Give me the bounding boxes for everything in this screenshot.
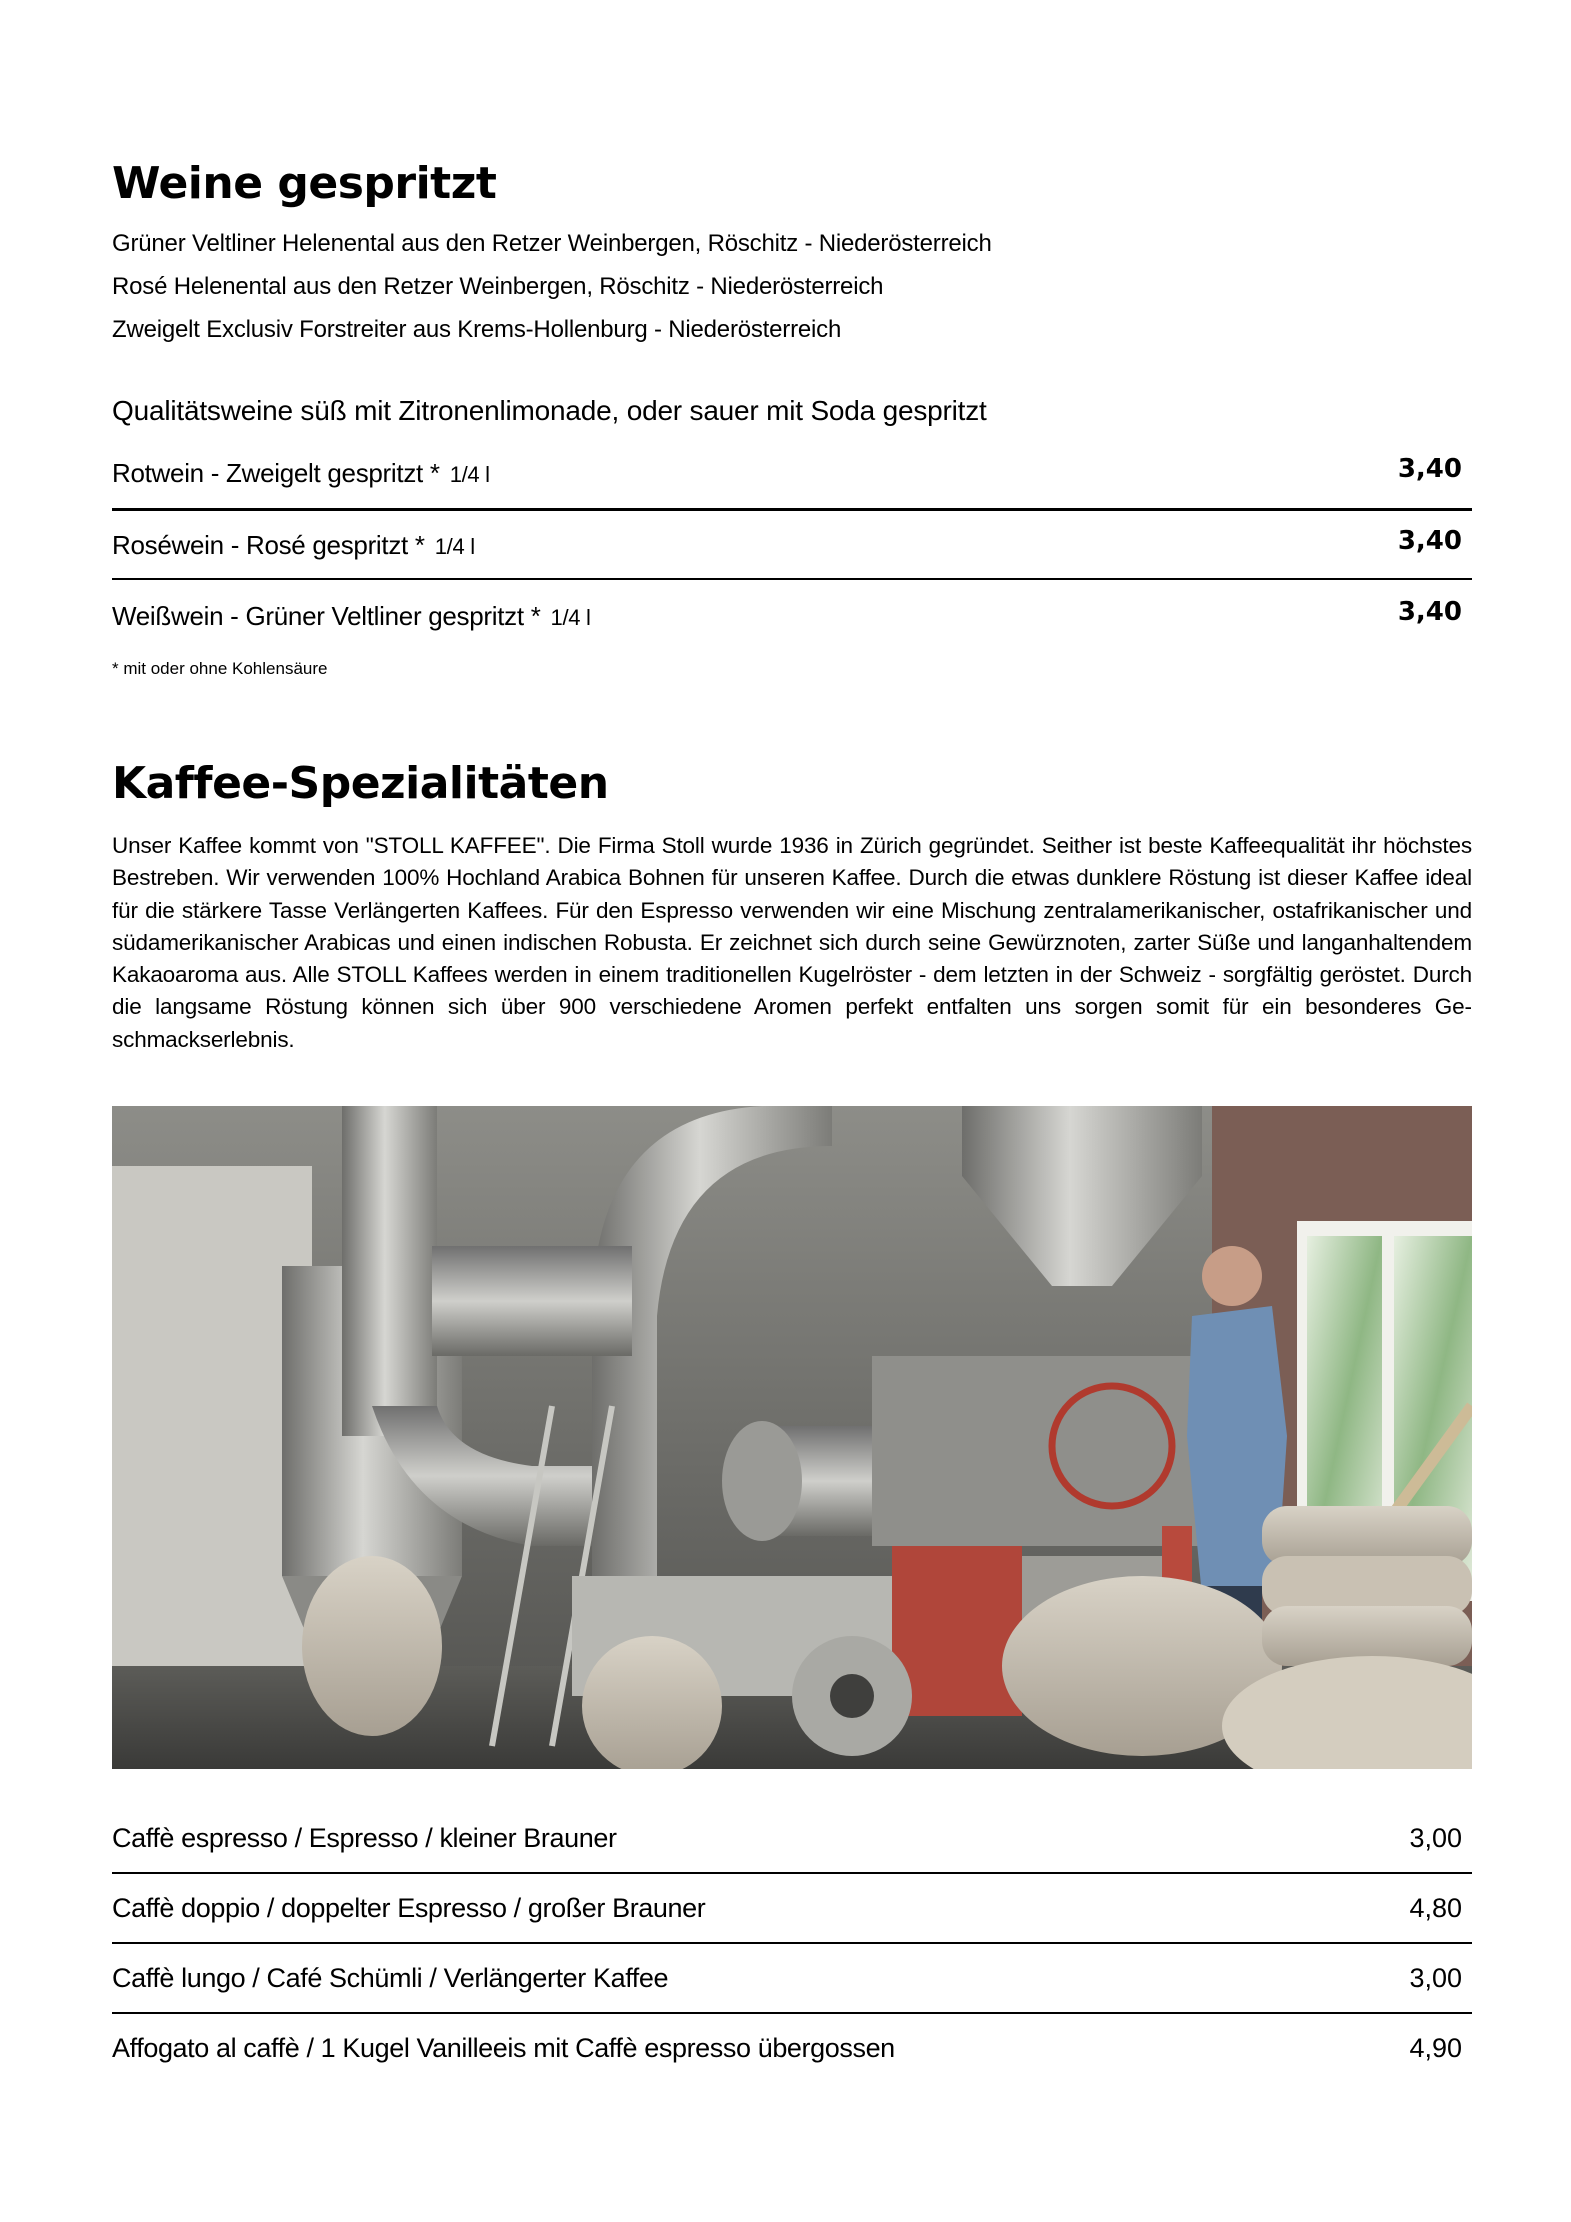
divider: [112, 508, 1472, 511]
coffee-item-name: Affogato al caffè / 1 Kugel Vanilleeis mit Caffè espresso übergossen: [112, 2033, 895, 2063]
coffee-item-price: 3,00: [1409, 1823, 1462, 1853]
wine-item-name: Roséwein - Rosé gespritzt *: [112, 530, 425, 560]
divider: [112, 1872, 1472, 1874]
wine-item-size: 1/4 l: [449, 462, 490, 487]
coffee-item-row: [112, 1895, 1472, 1935]
wine-origin-line: Zweigelt Exclusiv Forstreiter aus Krems-Hollenburg - Niederösterreich: [112, 316, 842, 343]
coffee-item-name: Caffè doppio / doppelter Espresso / großer Brauner: [112, 1893, 706, 1923]
wine-origin-line: Rosé Helenental aus den Retzer Weinbergen, Röschitz - Niederösterreich: [112, 273, 884, 300]
wine-origin-line: Grüner Veltliner Helenental aus den Retzer Weinbergen, Röschitz - Niederösterreich: [112, 230, 992, 257]
coffee-item-row: [112, 1825, 1472, 1865]
divider: [112, 578, 1472, 580]
wine-item-size: 1/4 l: [550, 605, 591, 630]
coffee-section-title: Kaffee-Spezialitäten: [112, 758, 609, 809]
coffee-item-name: Caffè lungo / Café Schümli / Verlängerter Kaffee: [112, 1963, 669, 1993]
coffee-description: Unser Kaffee kommt von "STOLL KAFFEE". Die Firma Stoll wurde 1936 in Zürich gegründet. Seither ist beste Kaffeequalität ihr höchstes Bestreben. Wir verwenden 100% Hochland Arabica Bohnen für unseren Kaffee. Durch die etwas dunklere Röstung ist dieser Kaffee ideal für die stärkere Tasse Verlängerten Kaffees. Für den Espresso verwenden wir eine Mischung zentralamerikanischer, ostafrikanischer und südamerikanischer Arabicas und einen indischen Robusta. Er zeichnet sich durch seine Gewürznoten, zarter Süße und langanhaltendem Kakaoaroma aus. Alle STOLL Kaffees werden in einem traditionellen Kugelröster - dem letzten in der Schweiz - sorgfältig geröstet. Durch die langsame Röstung können sich über 900 verschiedene Aromen perfekt entfalten uns sorgen somit für ein besonderes Geschmackserlebnis.: [112, 833, 1472, 1052]
coffee-item-row: [112, 2035, 1472, 2075]
wine-footnote: * mit oder ohne Kohlensäure: [112, 659, 328, 678]
coffee-item-price: 3,00: [1409, 1963, 1462, 1993]
wine-item-label: [112, 460, 490, 486]
menu-page: [112, 0, 1472, 2222]
wine-item-label: [112, 603, 591, 629]
wine-section-title: Weine gespritzt: [112, 158, 497, 209]
wine-item-price: 3,40: [1397, 526, 1462, 556]
wine-item-price: 3,40: [1397, 597, 1462, 627]
coffee-item-price: 4,80: [1409, 1893, 1462, 1923]
wine-item-size: 1/4 l: [434, 534, 475, 559]
coffee-item-name: Caffè espresso / Espresso / kleiner Brauner: [112, 1823, 617, 1853]
coffee-item-price: 4,90: [1409, 2033, 1462, 2063]
divider: [112, 2012, 1472, 2014]
coffee-item-row: [112, 1965, 1472, 2005]
coffee-roastery-photo: [112, 1106, 1472, 1769]
wine-subheading: Qualitätsweine süß mit Zitronenlimonade, oder sauer mit Soda gespritzt: [112, 395, 987, 426]
wine-item-price: 3,40: [1397, 454, 1462, 484]
wine-item-name: Rotwein - Zweigelt gespritzt *: [112, 458, 440, 488]
wine-item-label: [112, 532, 475, 558]
wine-item-name: Weißwein - Grüner Veltliner gespritzt *: [112, 601, 541, 631]
divider: [112, 1942, 1472, 1944]
